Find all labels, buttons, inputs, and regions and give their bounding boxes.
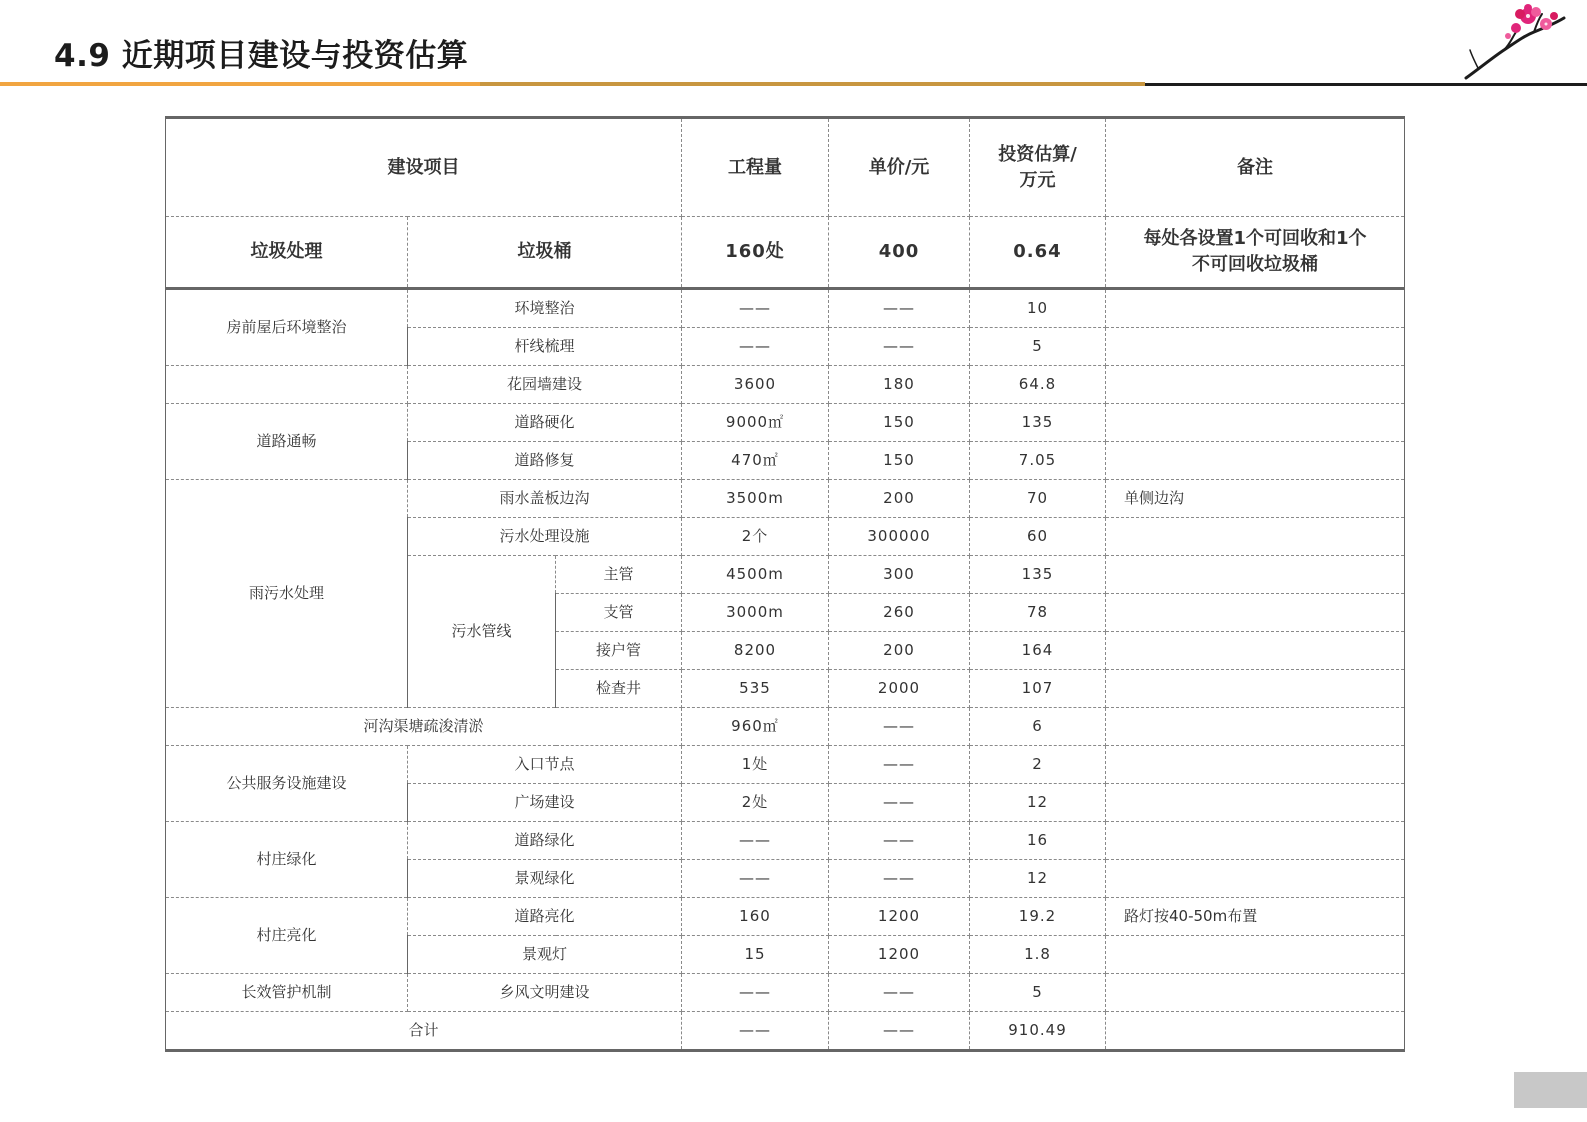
note-cell <box>1106 784 1405 822</box>
note-cell <box>1106 670 1405 708</box>
table-row <box>166 974 1405 1012</box>
table-row <box>166 822 1405 860</box>
note-cell <box>1106 404 1405 442</box>
note-cell <box>1106 289 1405 328</box>
quantity-cell: 160 <box>682 898 829 936</box>
quantity-cell: 2个 <box>682 518 829 556</box>
item-cell: 道路修复 <box>408 442 682 480</box>
quantity-cell: 3600 <box>682 366 829 404</box>
quantity-cell: 9000㎡ <box>682 404 829 442</box>
category-cell <box>166 366 408 404</box>
category-cell: 雨污水处理 <box>166 480 408 708</box>
investment-cell: 2 <box>970 746 1106 784</box>
quantity-cell: —— <box>682 822 829 860</box>
quantity-cell: 160处 <box>682 217 829 289</box>
category-cell: 房前屋后环境整治 <box>166 289 408 366</box>
note-cell <box>1106 328 1405 366</box>
investment-cell: 64.8 <box>970 366 1106 404</box>
investment-cell: 0.64 <box>970 217 1106 289</box>
header-investment: 投资估算/ 万元 <box>970 118 1106 217</box>
note-cell <box>1106 518 1405 556</box>
item-cell: 道路绿化 <box>408 822 682 860</box>
total-investment: 910.49 <box>970 1012 1106 1051</box>
price-cell: —— <box>829 860 970 898</box>
item-cell: 景观绿化 <box>408 860 682 898</box>
item-cell: 广场建设 <box>408 784 682 822</box>
note-cell <box>1106 746 1405 784</box>
quantity-cell: 470㎡ <box>682 442 829 480</box>
note-cell <box>1106 860 1405 898</box>
investment-cell: 5 <box>970 328 1106 366</box>
quantity-cell: 3500m <box>682 480 829 518</box>
investment-cell: 70 <box>970 480 1106 518</box>
page-title: 4.9 近期项目建设与投资估算 <box>54 38 469 74</box>
table-header-row <box>166 118 1405 217</box>
quantity-cell: —— <box>682 860 829 898</box>
item-cell: 雨水盖板边沟 <box>408 480 682 518</box>
table-row <box>166 289 1405 328</box>
item-cell: 支管 <box>556 594 682 632</box>
header-quantity: 工程量 <box>682 118 829 217</box>
price-cell: 1200 <box>829 936 970 974</box>
price-cell: 300000 <box>829 518 970 556</box>
price-cell: 180 <box>829 366 970 404</box>
quantity-cell: —— <box>682 974 829 1012</box>
price-cell: —— <box>829 289 970 328</box>
quantity-cell: 8200 <box>682 632 829 670</box>
note-cell <box>1106 632 1405 670</box>
item-cell: 环境整治 <box>408 289 682 328</box>
investment-table <box>165 116 1405 1052</box>
quantity-cell: —— <box>682 289 829 328</box>
price-cell: 400 <box>829 217 970 289</box>
note-cell <box>1106 366 1405 404</box>
investment-cell: 60 <box>970 518 1106 556</box>
investment-cell: 12 <box>970 860 1106 898</box>
category-cell: 长效管护机制 <box>166 974 408 1012</box>
plum-blossom-branch-icon <box>1458 2 1570 82</box>
note-cell <box>1106 1012 1405 1051</box>
table-row <box>166 480 1405 518</box>
item-cell: 污水处理设施 <box>408 518 682 556</box>
quantity-cell: 1处 <box>682 746 829 784</box>
price-cell: 200 <box>829 632 970 670</box>
price-cell: 150 <box>829 404 970 442</box>
quantity-cell: 15 <box>682 936 829 974</box>
investment-cell: 6 <box>970 708 1106 746</box>
subgroup-cell: 污水管线 <box>408 556 556 708</box>
price-cell: —— <box>829 708 970 746</box>
price-cell: —— <box>829 974 970 1012</box>
price-cell: 2000 <box>829 670 970 708</box>
investment-cell: 135 <box>970 404 1106 442</box>
investment-cell: 164 <box>970 632 1106 670</box>
quantity-cell: 535 <box>682 670 829 708</box>
item-cell: 垃圾桶 <box>408 217 682 289</box>
price-cell: —— <box>829 822 970 860</box>
investment-cell: 16 <box>970 822 1106 860</box>
investment-cell: 107 <box>970 670 1106 708</box>
investment-cell: 12 <box>970 784 1106 822</box>
title-underline-dark <box>1145 83 1587 86</box>
table-row <box>166 708 1405 746</box>
page-corner-tab <box>1514 1072 1587 1108</box>
price-cell: —— <box>829 746 970 784</box>
investment-cell: 7.05 <box>970 442 1106 480</box>
investment-cell: 135 <box>970 556 1106 594</box>
note-cell: 单侧边沟 <box>1106 480 1405 518</box>
note-cell <box>1106 594 1405 632</box>
price-cell: —— <box>829 784 970 822</box>
note-cell <box>1106 556 1405 594</box>
note-cell: 每处各设置1个可回收和1个 不可回收垃圾桶 <box>1106 217 1405 289</box>
investment-cell: 10 <box>970 289 1106 328</box>
item-cell: 花园墙建设 <box>408 366 682 404</box>
category-cell: 村庄亮化 <box>166 898 408 974</box>
header-project: 建设项目 <box>166 118 682 217</box>
quantity-cell: 4500m <box>682 556 829 594</box>
total-row <box>166 1012 1405 1051</box>
price-cell: —— <box>829 1012 970 1051</box>
category-cell: 公共服务设施建设 <box>166 746 408 822</box>
price-cell: 260 <box>829 594 970 632</box>
note-cell <box>1106 936 1405 974</box>
category-cell: 道路通畅 <box>166 404 408 480</box>
price-cell: 300 <box>829 556 970 594</box>
investment-cell: 1.8 <box>970 936 1106 974</box>
title-underline-gold <box>480 82 1145 86</box>
item-cell: 杆线梳理 <box>408 328 682 366</box>
quantity-cell: 2处 <box>682 784 829 822</box>
price-cell: 150 <box>829 442 970 480</box>
table-row <box>166 366 1405 404</box>
table-row <box>166 217 1405 289</box>
quantity-cell: 960㎡ <box>682 708 829 746</box>
table-row <box>166 746 1405 784</box>
item-cell: 道路硬化 <box>408 404 682 442</box>
note-cell: 路灯按40-50m布置 <box>1106 898 1405 936</box>
note-cell <box>1106 442 1405 480</box>
note-cell <box>1106 974 1405 1012</box>
project-cell: 河沟渠塘疏浚清淤 <box>166 708 682 746</box>
investment-cell: 19.2 <box>970 898 1106 936</box>
item-cell: 主管 <box>556 556 682 594</box>
item-cell: 入口节点 <box>408 746 682 784</box>
price-cell: 200 <box>829 480 970 518</box>
category-cell: 垃圾处理 <box>166 217 408 289</box>
item-cell: 接户管 <box>556 632 682 670</box>
quantity-cell: —— <box>682 1012 829 1051</box>
note-cell <box>1106 708 1405 746</box>
table-row <box>166 898 1405 936</box>
quantity-cell: —— <box>682 328 829 366</box>
category-cell: 村庄绿化 <box>166 822 408 898</box>
header-note: 备注 <box>1106 118 1405 217</box>
table-row <box>166 404 1405 442</box>
quantity-cell: 3000m <box>682 594 829 632</box>
item-cell: 景观灯 <box>408 936 682 974</box>
header-unit-price: 单价/元 <box>829 118 970 217</box>
price-cell: —— <box>829 328 970 366</box>
item-cell: 检查井 <box>556 670 682 708</box>
total-label: 合计 <box>166 1012 682 1051</box>
price-cell: 1200 <box>829 898 970 936</box>
note-cell <box>1106 822 1405 860</box>
investment-cell: 78 <box>970 594 1106 632</box>
item-cell: 乡风文明建设 <box>408 974 682 1012</box>
title-underline-orange <box>0 82 480 86</box>
investment-cell: 5 <box>970 974 1106 1012</box>
item-cell: 道路亮化 <box>408 898 682 936</box>
